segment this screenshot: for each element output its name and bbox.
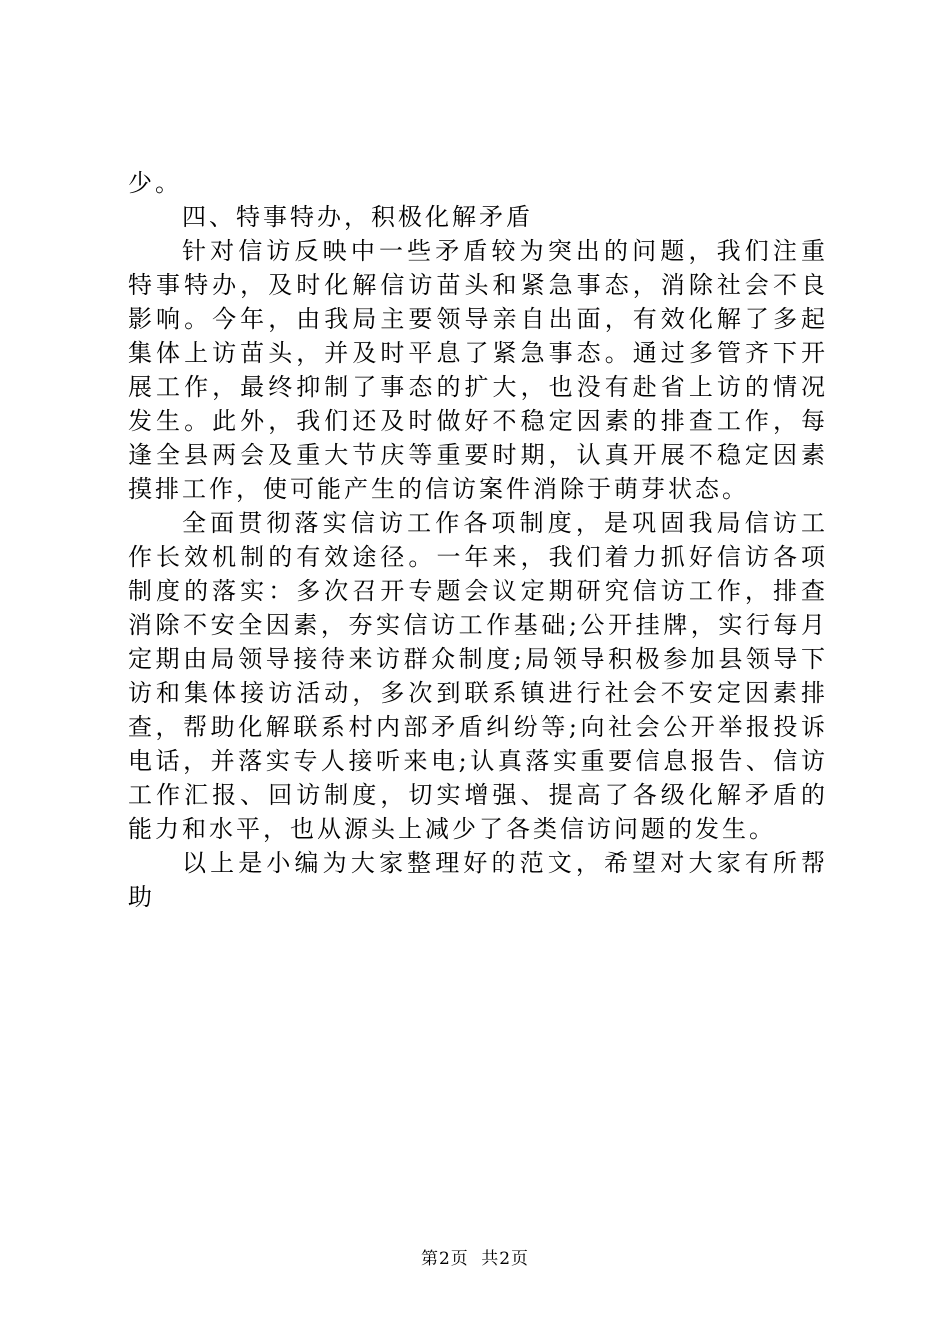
page-footer — [0, 1244, 950, 1269]
section-heading: 四、特事特办，积极化解矛盾 — [182, 203, 533, 231]
page-number: 第2页 — [420, 1249, 469, 1269]
paragraph: 针对信访反映中一些矛盾较为突出的问题，我们注重特事特办，及时化解信访苗头和紧急事态，消除社会不良影响。今年，由我局主要领导亲自出面，有效化解了多起集体上访苗头，并及时平息了紧急事态。通过多管齐下开展工作，最终抑制了事态的扩大，也没有赴省上访的情况发生。此外，我们还及时做好不稳定因素的排查工作，每逢全县两会及重大节庆等重要时期，认真开展不稳定因素摸排工作，使可能产生的信访案件消除于萌芽状态。 — [128, 237, 828, 503]
paragraph-continuation: 少。 — [128, 169, 182, 197]
document-body — [128, 166, 828, 914]
closing-note: 以上是小编为大家整理好的范文，希望对大家有所帮助 — [128, 849, 828, 911]
paragraph: 全面贯彻落实信访工作各项制度，是巩固我局信访工作长效机制的有效途径。一年来，我们着力抓好信访各项制度的落实：多次召开专题会议定期研究信访工作，排查消除不安全因素，夯实信访工作基础;公开挂牌，实行每月定期由局领导接待来访群众制度;局领导积极参加县领导下访和集体接访活动，多次到联系镇进行社会不安定因素排查，帮助化解联系村内部矛盾纠纷等;向社会公开举报投诉电话，并落实专人接听来电;认真落实重要信息报告、信访工作汇报、回访制度，切实增强、提高了各级化解矛盾的能力和水平，也从源头上减少了各类信访问题的发生。 — [128, 509, 828, 843]
page-total: 共2页 — [481, 1249, 530, 1269]
